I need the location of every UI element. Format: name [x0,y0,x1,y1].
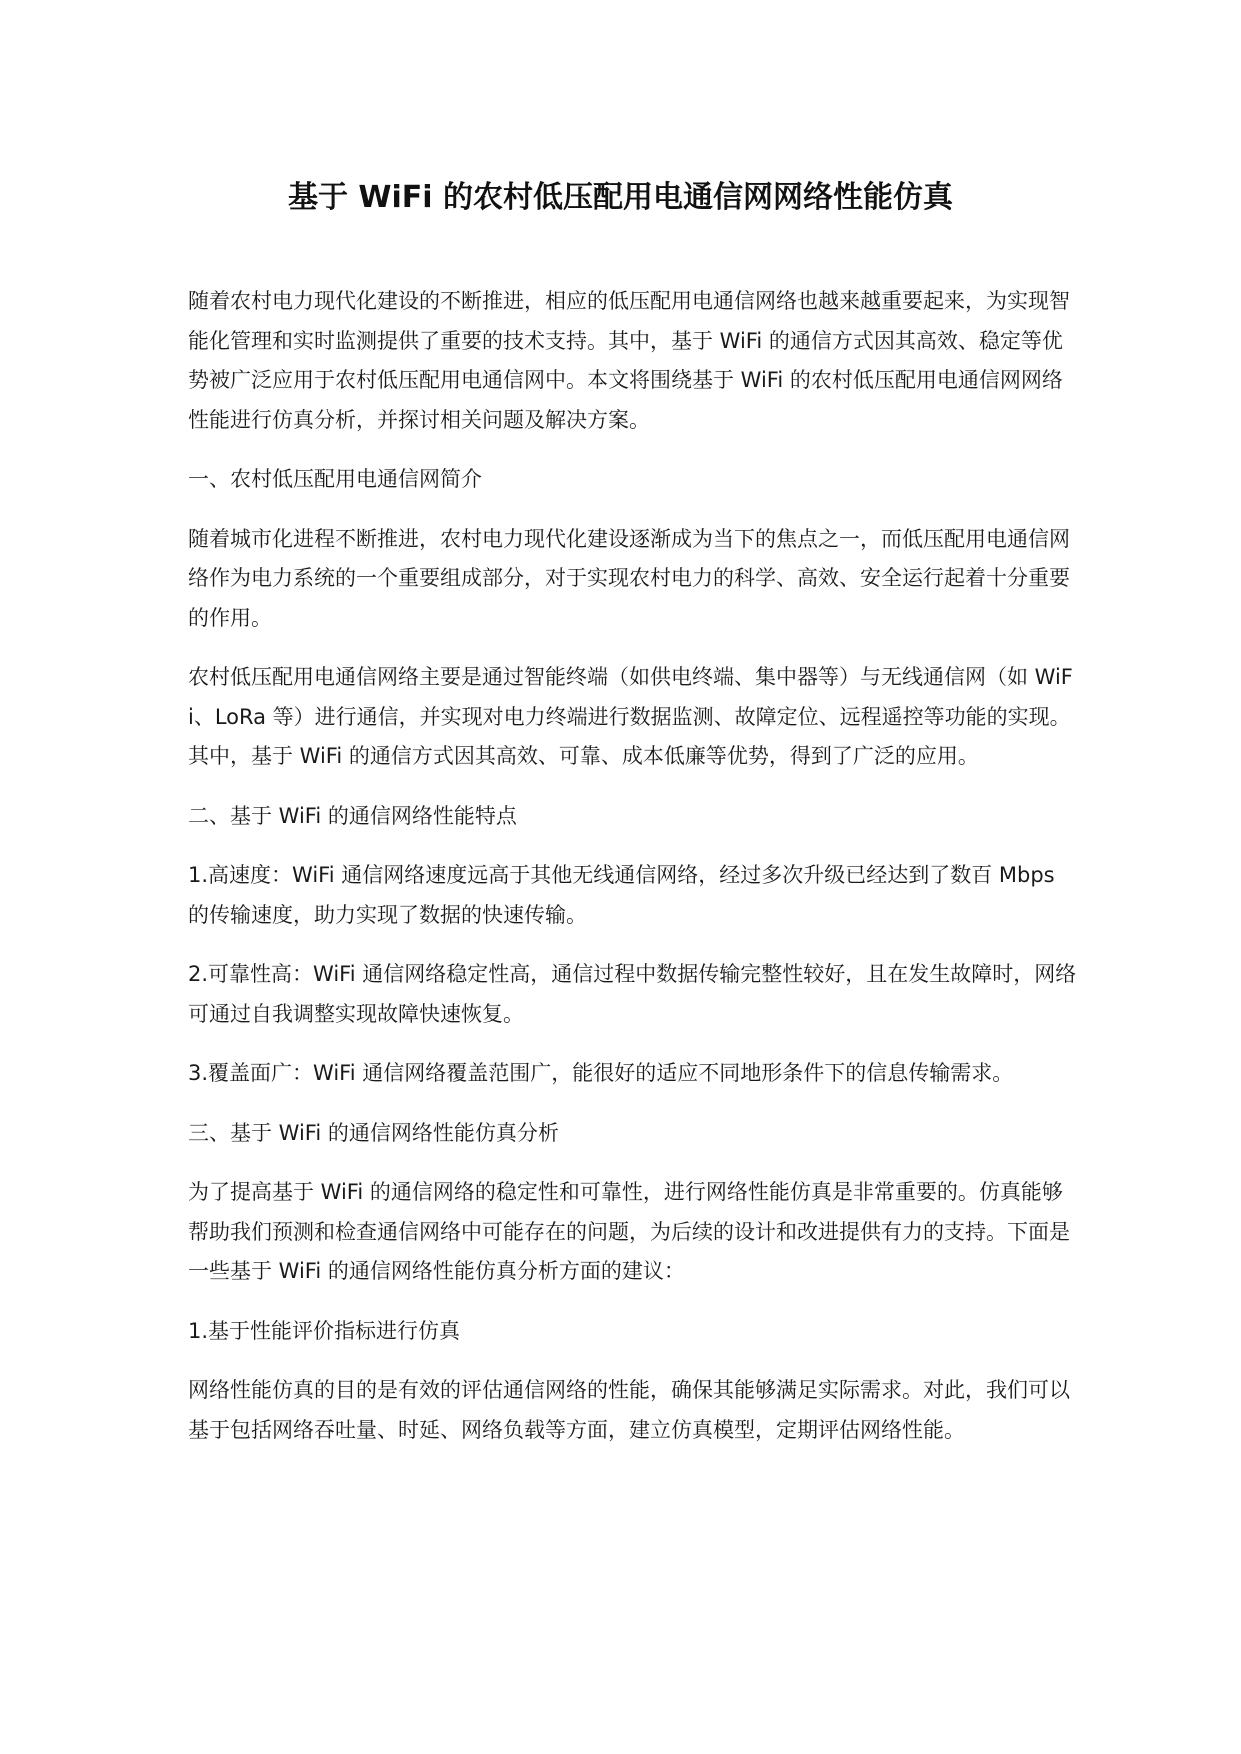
paragraph: 网络性能仿真的目的是有效的评估通信网络的性能，确保其能够满足实际需求。对此，我们可以基于包括网络吞吐量、时延、网络负载等方面，建立仿真模型，定期评估网络性能。 [188,1378,1070,1442]
document-body [188,282,1078,1470]
list-item-paragraph: 1.高速度：WiFi 通信网络速度远高于其他无线通信网络，经过多次升级已经达到了数百 Mbps 的传输速度，助力实现了数据的快速传输。 [188,863,1055,927]
intro-paragraph: 随着农村电力现代化建设的不断推进，相应的低压配用电通信网络也越来越重要起来，为实现智能化管理和实时监测提供了重要的技术支持。其中，基于 WiFi 的通信方式因其高效、稳定等优势被广泛应用于农村低压配用电通信网中。本文将围绕基于 WiFi 的农村低压配用电通信网网络性能进行仿真分析，并探讨相关问题及解决方案。 [188,289,1070,432]
paragraph: 为了提高基于 WiFi 的通信网络的稳定性和可靠性，进行网络性能仿真是非常重要的。仿真能够帮助我们预测和检查通信网络中可能存在的问题，为后续的设计和改进提供有力的支持。下面是一些基于 WiFi 的通信网络性能仿真分析方面的建议： [188,1180,1070,1283]
list-item-paragraph: 2.可靠性高：WiFi 通信网络稳定性高，通信过程中数据传输完整性较好，且在发生故障时，网络可通过自我调整实现故障快速恢复。 [188,962,1077,1026]
subsection-heading: 1.基于性能评价指标进行仿真 [188,1318,461,1343]
section-heading-1: 一、农村低压配用电通信网简介 [188,467,482,491]
paragraph: 随着城市化进程不断推进，农村电力现代化建设逐渐成为当下的焦点之一，而低压配用电通信网络作为电力系统的一个重要组成部分，对于实现农村电力的科学、高效、安全运行起着十分重要的作用。 [188,526,1070,630]
list-item-paragraph: 3.覆盖面广：WiFi 通信网络覆盖范围广，能很好的适应不同地形条件下的信息传输需求。 [188,1061,1014,1085]
document-title: 基于 WiFi 的农村低压配用电通信网网络性能仿真 [287,180,954,215]
section-heading-3: 三、基于 WiFi 的通信网络性能仿真分析 [188,1120,559,1145]
section-heading-2: 二、基于 WiFi 的通信网络性能特点 [188,803,517,828]
paragraph: 农村低压配用电通信网络主要是通过智能终端（如供电终端、集中器等）与无线通信网（如 WiFi、LoRa 等）进行通信，并实现对电力终端进行数据监测、故障定位、远程遥控等功能的实现。其中，基于 WiFi 的通信方式因其高效、可靠、成本低廉等优势，得到了广泛的应用。 [188,665,1073,768]
